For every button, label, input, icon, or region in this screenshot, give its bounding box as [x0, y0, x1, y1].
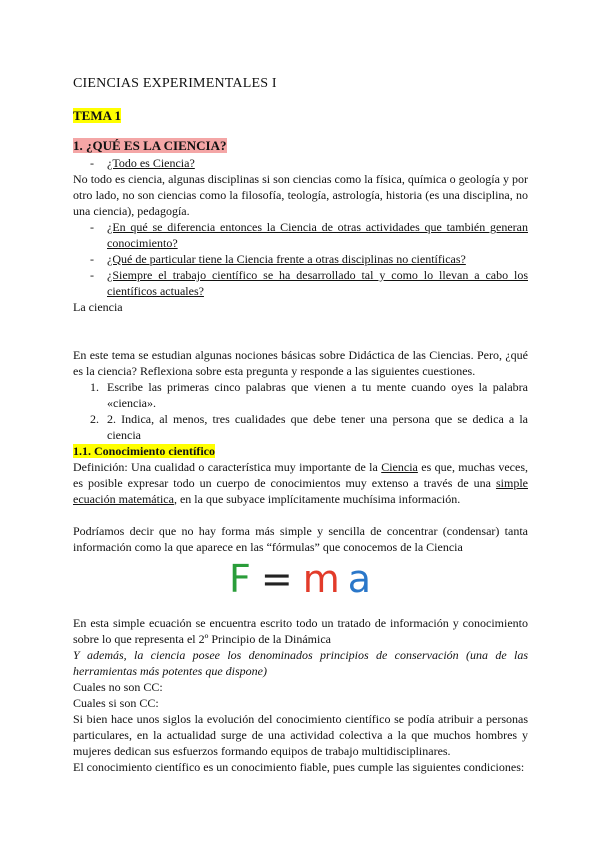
paragraph: No todo es ciencia, algunas disciplinas si son ciencias como la física, química o geología y por otro lado, no son ciencias como la filosofía, teología, astrología, historia (es una disciplina, no una ciencia), pedagogía.	[73, 172, 528, 218]
question-item	[90, 251, 528, 267]
number-marker: 2.	[90, 412, 99, 426]
formula-m: m	[302, 557, 340, 601]
definition-ecuacion-link: simple ecuación matemática	[73, 476, 528, 506]
question-item	[90, 155, 528, 171]
definition-text: Definición: Una cualidad o característica muy importante de la	[73, 460, 382, 474]
number-marker: 1.	[90, 380, 99, 394]
question-item	[90, 267, 528, 299]
numbered-item	[90, 411, 528, 443]
question-text: ¿Siempre el trabajo científico se ha desarrollado tal y como lo llevan a cabo los científicos actuales?	[107, 268, 528, 298]
section-1-heading-text: 1. ¿QUÉ ES LA CIENCIA?	[73, 138, 227, 153]
dash-marker: -	[90, 268, 94, 282]
paragraph: Podríamos decir que no hay forma más simple y sencilla de concentrar (condensar) tanta información como la que aparece en las “fórmulas” que conocemos de la Ciencia	[73, 524, 528, 554]
definition-paragraph	[73, 459, 528, 507]
definition-text: es que, muchas veces, es posible expresar todo un cuerpo de conocimientos muy extenso a través de una	[73, 460, 528, 490]
formula-f-ma	[0, 556, 600, 602]
numbered-item-text: Escribe las primeras cinco palabras que vienen a tu mente cuando oyes la palabra «ciencia».	[107, 380, 528, 410]
dash-marker: -	[90, 220, 94, 234]
paragraph: La ciencia	[73, 300, 123, 314]
tema-heading	[73, 108, 121, 124]
section-1-1-heading	[73, 443, 528, 459]
question-text: ¿En qué se diferencia entonces la Ciencia de otras actividades que también generan conocimiento?	[107, 220, 528, 250]
dash-marker: -	[90, 252, 94, 266]
paragraph: En este tema se estudian algunas nociones básicas sobre Didáctica de las Ciencias. Pero, ¿qué es la ciencia? Reflexiona sobre esta pregunta y responde a las siguientes cuestiones.	[73, 348, 528, 378]
paragraph-italic: Y además, la ciencia posee los denominados principios de conservación (una de las herramientas más potentes que dispone)	[73, 648, 528, 678]
paragraph: Si bien hace unos siglos la evolución del conocimiento científico se podía atribuir a personas particulares, en la actualidad surge de una actividad colectiva a la que muchos hombres y mujeres dedican sus esfuerzos formando equipos de trabajo multidisciplinares.	[73, 712, 528, 758]
definition-ciencia-link: Ciencia	[381, 460, 418, 474]
numbered-item-text: 2. Indica, al menos, tres cualidades que debe tener una persona que se dedica a la ciencia	[107, 412, 528, 442]
dash-marker: -	[90, 156, 94, 170]
section-1-heading	[73, 138, 227, 154]
document-title: CIENCIAS EXPERIMENTALES I	[73, 76, 277, 91]
section-1-1-heading-text: 1.1. Conocimiento científico	[73, 444, 215, 458]
tema-label: TEMA 1	[73, 108, 122, 123]
formula-f: F	[228, 557, 251, 601]
formula-a: a	[347, 557, 372, 601]
paragraph: En esta simple ecuación se encuentra escrito todo un tratado de información y conocimiento sobre lo que representa el 2º Principio de la Dinámica	[73, 616, 528, 646]
paragraph: El conocimiento científico es un conocimiento fiable, pues cumple las siguientes condiciones:	[73, 760, 525, 774]
question-text: ¿Todo es Ciencia?	[107, 156, 195, 170]
formula-equals: =	[260, 557, 293, 601]
paragraph: Cuales no son CC:	[73, 680, 163, 694]
question-text: ¿Qué de particular tiene la Ciencia frente a otras disciplinas no científicas?	[107, 252, 466, 266]
definition-text: , en la que subyace implícitamente muchísima información.	[173, 492, 461, 506]
numbered-item	[90, 379, 528, 411]
paragraph: Cuales si son CC:	[73, 696, 159, 710]
question-item	[90, 219, 528, 251]
